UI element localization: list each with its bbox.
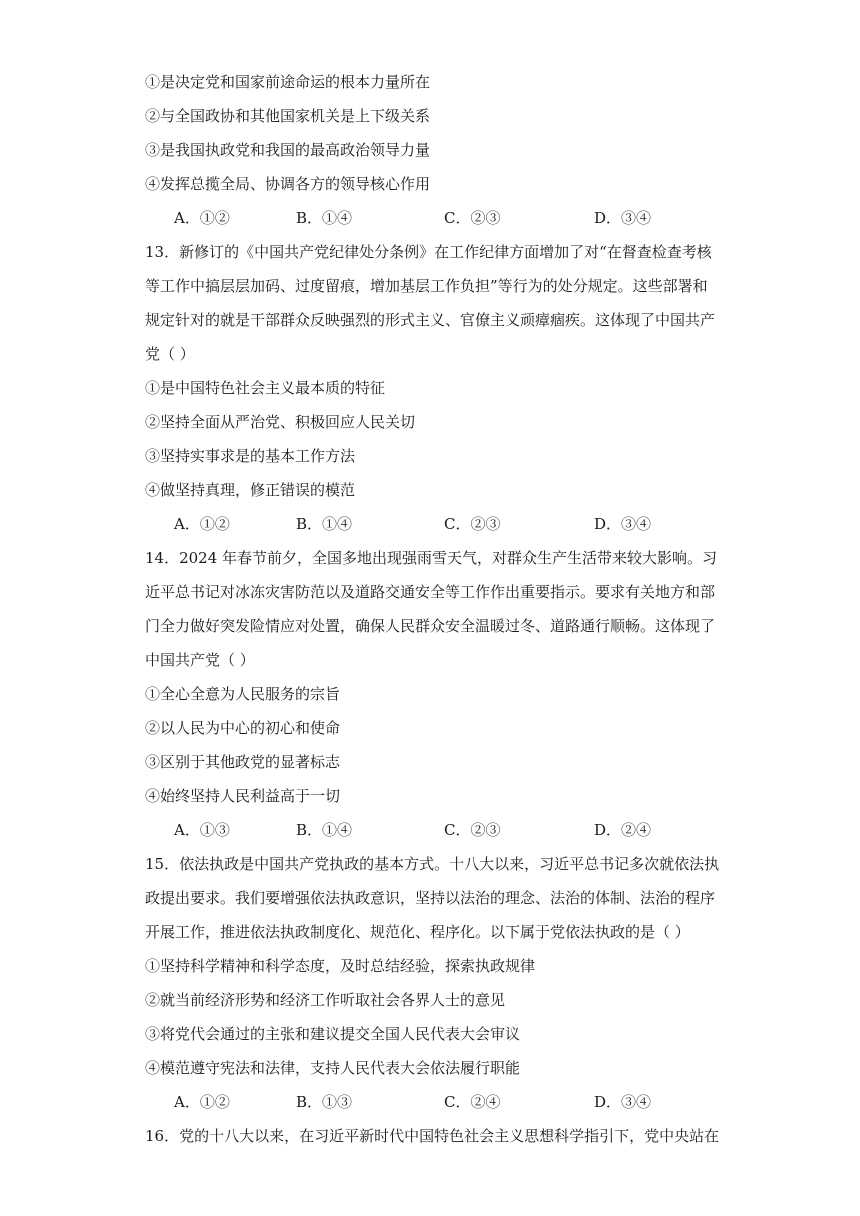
q13-option-c[interactable]: C．②③ <box>444 515 501 533</box>
q13-option-d[interactable]: D．③④ <box>594 515 652 533</box>
q12-item-2: ②与全国政协和其他国家机关是上下级关系 <box>145 107 431 125</box>
q15-item-1: ①坚持科学精神和科学态度，及时总结经验，探索执政规律 <box>145 957 536 975</box>
q13-item-2: ②坚持全面从严治党、积极回应人民关切 <box>145 413 416 431</box>
q14-option-d[interactable]: D．②④ <box>594 821 652 839</box>
q13-options <box>174 514 694 534</box>
q15-item-3: ③将党代会通过的主张和建议提交全国人民代表大会审议 <box>145 1025 521 1043</box>
q15-option-b[interactable]: B．①③ <box>296 1093 353 1111</box>
q14-options <box>174 820 694 840</box>
q13-item-4: ④做坚持真理，修正错误的模范 <box>145 481 356 499</box>
q14-option-c[interactable]: C．②③ <box>444 821 501 839</box>
q15-stem-line-1: 15．依法执政是中国共产党执政的基本方式。十八大以来，习近平总书记多次就依法执 <box>145 855 720 873</box>
q15-option-c[interactable]: C．②④ <box>444 1093 501 1111</box>
q15-item-2: ②就当前经济形势和经济工作听取社会各界人士的意见 <box>145 991 506 1009</box>
q14-stem-line-3: 门全力做好突发险情应对处置，确保人民群众安全温暖过冬、道路通行顺畅。这体现了 <box>145 617 716 635</box>
q14-stem-line-1: 14．2024 年春节前夕，全国多地出现强雨雪天气，对群众生产生活带来较大影响。习 <box>145 549 718 567</box>
q13-stem-line-3: 规定针对的就是干部群众反映强烈的形式主义、官僚主义顽瘴痼疾。这体现了中国共产 <box>145 311 716 329</box>
q13-item-3: ③坚持实事求是的基本工作方法 <box>145 447 356 465</box>
q14-item-3: ③区别于其他政党的显著标志 <box>145 753 341 771</box>
q13-stem-line-2: 等工作中搞层层加码、过度留痕，增加基层工作负担”等行为的处分规定。这些部署和 <box>145 277 708 295</box>
q12-item-3: ③是我国执政党和我国的最高政治领导力量 <box>145 141 431 159</box>
q13-item-1: ①是中国特色社会主义最本质的特征 <box>145 379 386 397</box>
q12-item-4: ④发挥总揽全局、协调各方的领导核心作用 <box>145 175 431 193</box>
q14-option-a[interactable]: A．①③ <box>174 821 230 839</box>
q15-option-d[interactable]: D．③④ <box>594 1093 652 1111</box>
q15-stem-line-2: 政提出要求。我们要增强依法执政意识，坚持以法治的理念、法治的体制、法治的程序 <box>145 889 716 907</box>
q15-option-a[interactable]: A．①② <box>174 1093 230 1111</box>
q12-option-c[interactable]: C．②③ <box>444 209 501 227</box>
q15-item-4: ④模范遵守宪法和法律，支持人民代表大会依法履行职能 <box>145 1059 521 1077</box>
q14-stem-line-4: 中国共产党（ ） <box>145 651 255 669</box>
q12-option-a[interactable]: A．①② <box>174 209 230 227</box>
q16-stem-line-1: 16．党的十八大以来，在习近平新时代中国特色社会主义思想科学指引下，党中央站在 <box>145 1127 720 1145</box>
q14-item-2: ②以人民为中心的初心和使命 <box>145 719 341 737</box>
q15-options <box>174 1092 694 1112</box>
q14-option-b[interactable]: B．①④ <box>296 821 353 839</box>
q12-item-1: ①是决定党和国家前途命运的根本力量所在 <box>145 73 431 91</box>
q12-options <box>174 208 694 228</box>
q13-option-b[interactable]: B．①④ <box>296 515 353 533</box>
q13-stem-line-1: 13．新修订的《中国共产党纪律处分条例》在工作纪律方面增加了对“在督查检查考核 <box>145 243 712 261</box>
q14-stem-line-2: 近平总书记对冰冻灾害防范以及道路交通安全等工作作出重要指示。要求有关地方和部 <box>145 583 716 601</box>
q12-option-b[interactable]: B．①④ <box>296 209 353 227</box>
q13-option-a[interactable]: A．①② <box>174 515 230 533</box>
q12-option-d[interactable]: D．③④ <box>594 209 652 227</box>
q14-item-4: ④始终坚持人民利益高于一切 <box>145 787 341 805</box>
q14-item-1: ①全心全意为人民服务的宗旨 <box>145 685 341 703</box>
q15-stem-line-3: 开展工作，推进依法执政制度化、规范化、程序化。以下属于党依法执政的是（ ） <box>145 923 690 941</box>
q13-stem-line-4: 党（ ） <box>145 345 195 363</box>
